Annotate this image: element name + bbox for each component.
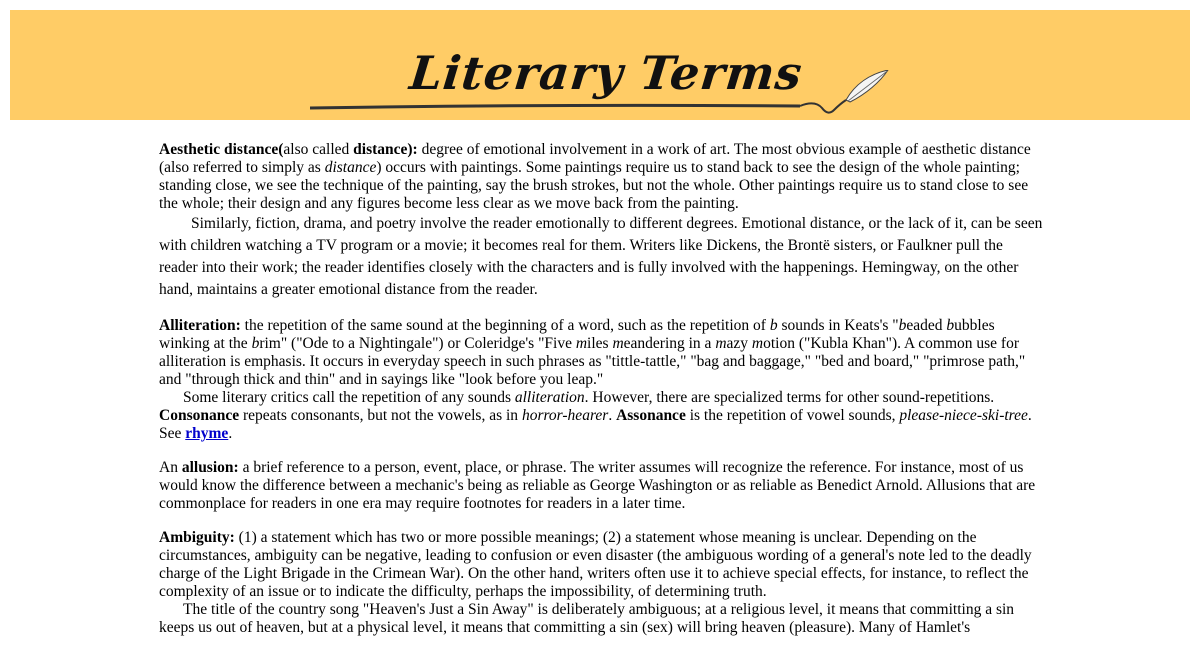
header-banner [10,10,1190,120]
term-heading: allusion: [181,459,239,476]
term-heading: Alliteration: [159,317,241,334]
page-title: Literary Terms [407,46,806,100]
entry-allusion: An allusion: a brief reference to a person, event, place, or phrase. The writer assumes will recognize the reference. For instance, most of us would know the difference between a mechanic's being as reliable as George Washington or as reliable as Benedict Arnold. Allusions that are commonplace for readers in one era may require footnotes for readers in a later time. [159,459,1036,512]
entry-aesthetic-distance: Aesthetic distance(also called distance): degree of emotional involvement in a work of art. The most obvious example of aesthetic distance (also referred to simply as distance) occurs with paintings. Some paintings require us to stand back to see the design of the whole painting; standing close, we see the technique of the painting, say the brush strokes, but not the whole. Other paintings require us to stand close to see the whole; their design and any figures become less clear as we move back from the painting. Similarly, fiction, drama, and poetry involve the reader emotionally to different degrees. Emotional distance, or the lack of it, can be seen with children watching a TV program or a movie; it becomes real for them. Writers like Dickens, the Brontë sisters, or Faulkner pull the reader into their work; the reader identifies closely with the characters and is fully involved with the happenings. Hemingway, on the other hand, maintains a greater emotional distance from the reader. [159,141,1043,298]
glossary-content [159,141,1043,653]
term-assonance: Assonance [616,407,686,424]
rhyme-link[interactable]: rhyme [185,425,229,442]
entry-alliteration: Alliteration: the repetition of the same sound at the beginning of a word, such as the repetition of b sounds in Keats's "beaded bubbles winking at the brim" ("Ode to a Nightingale") or Coleridge's "Five miles meandering in a mazy motion ("Kubla Khan"). A common use for alliteration is emphasis. It occurs in everyday speech in such phrases as "tittle-tattle," "bag and baggage," "bed and board," "primrose path," and "through thick and thin" and in sayings like "look before you leap." Some literary critics call the repetition of any sounds alliteration. However, there are specialized terms for other sound-repetitions. Consonance repeats consonants, but not the vowels, as in horror-hearer. Assonance is the repetition of vowel sounds, please-niece-ski-tree. See rhyme. [159,317,1032,442]
quill-pen-icon [310,70,900,130]
entry-ambiguity: Ambiguity: (1) a statement which has two or more possible meanings; (2) a statement whose meaning is unclear. Depending on the circumstances, ambiguity can be negative, leading to confusion or even disaster (the ambiguous wording of a general's note led to the deadly charge of the Light Brigade in the Crimean War). On the other hand, writers often use it to achieve special effects, for instance, to reflect the complexity of an issue or to indicate the difficulty, perhaps the impossibility, of determining truth. The title of the country song "Heaven's Just a Sin Away" is deliberately ambiguous; at a religious level, it means that committing a sin keeps us out of heaven, but at a physical level, it means that committing a sin (sex) will bring heaven (pleasure). Many of Hamlet's [159,529,1032,636]
term-consonance: Consonance [159,407,240,424]
paragraph: Similarly, fiction, drama, and poetry involve the reader emotionally to different degrees. Emotional distance, or the lack of it, can be seen with children watching a TV program or a movie; it becomes real for them. Writers like Dickens, the Brontë sisters, or Faulkner pull the reader into their work; the reader identifies closely with the characters and is fully involved with the happenings. Hemingway, on the other hand, maintains a greater emotional distance from the reader. [159,215,1043,298]
term-heading: Aesthetic distance( [159,141,284,158]
term-heading: Ambiguity: [159,529,235,546]
